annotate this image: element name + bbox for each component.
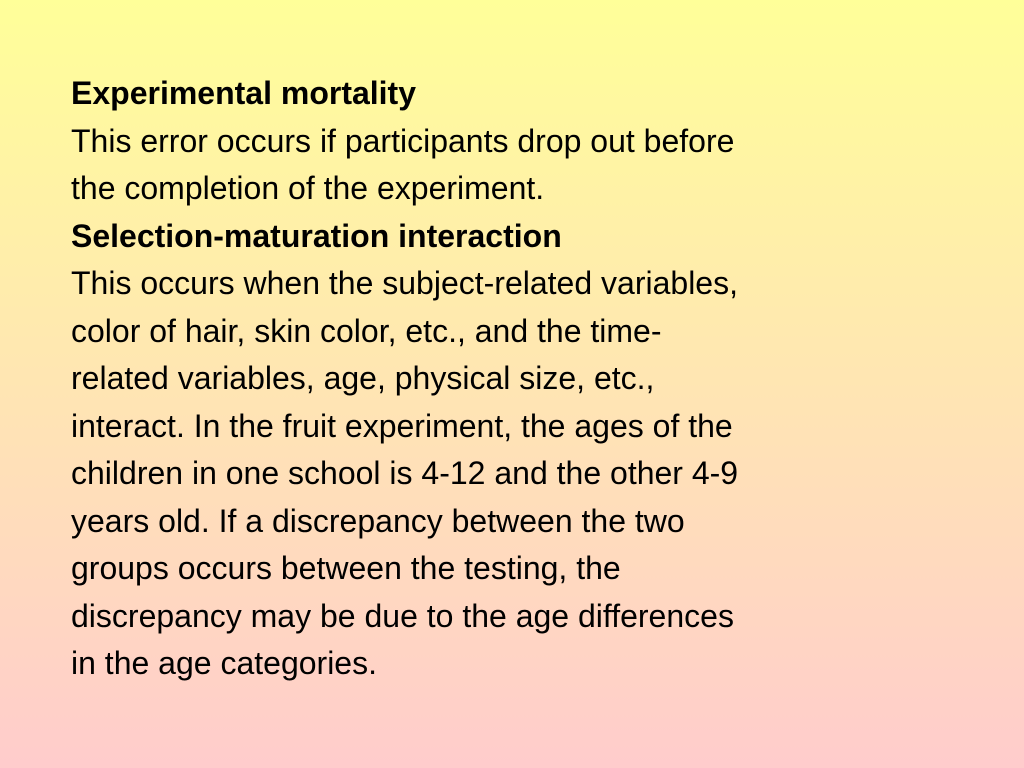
text-line: groups occurs between the testing, the	[71, 550, 621, 586]
text-line: discrepancy may be due to the age differences	[71, 597, 734, 634]
slide-body	[71, 70, 931, 688]
section-heading-selection-maturation: Selection-maturation interaction	[71, 217, 562, 254]
text-line: children in one school is 4-12 and the other 4-9	[71, 455, 739, 491]
text-line: This occurs when the subject-related variables,	[71, 265, 738, 301]
section-text-experimental-mortality	[71, 118, 931, 213]
text-line: in the age categories.	[71, 645, 377, 681]
text-line: the completion of the experiment.	[71, 170, 545, 206]
text-line: years old. If a discrepancy between the two	[71, 502, 685, 539]
section-heading-experimental-mortality: Experimental mortality	[71, 75, 416, 111]
section-text-selection-maturation	[71, 260, 931, 688]
text-line: related variables, age, physical size, etc.,	[71, 360, 655, 396]
text-line: interact. In the fruit experiment, the ages of the	[71, 407, 733, 444]
text-line: This error occurs if participants drop out before	[71, 122, 735, 159]
text-line: color of hair, skin color, etc., and the time-	[71, 312, 662, 349]
